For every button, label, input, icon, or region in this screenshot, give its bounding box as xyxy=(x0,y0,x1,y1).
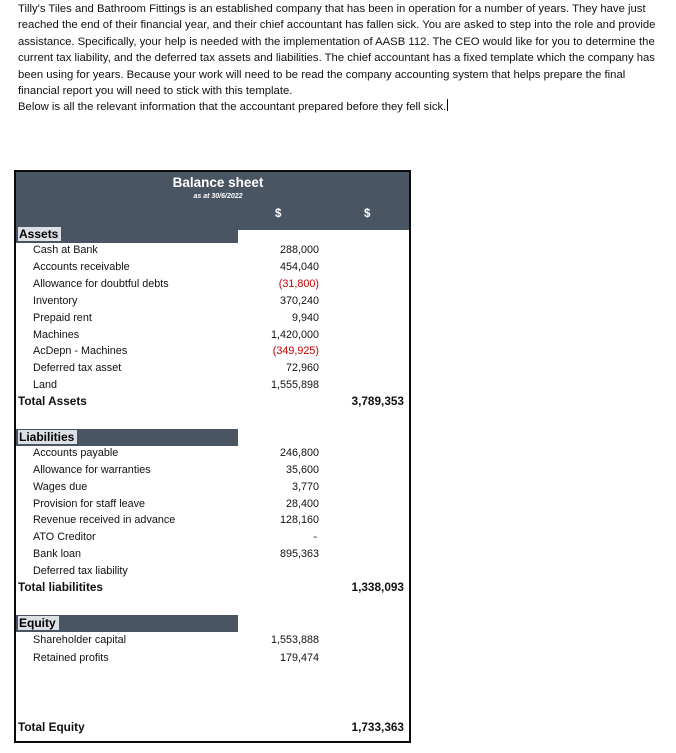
table-row xyxy=(16,463,409,479)
liabilities-section-bar xyxy=(16,429,238,446)
row-value: 1,555,898 xyxy=(270,379,319,391)
assets-section-bar xyxy=(16,226,238,243)
row-value-negative: (349,925) xyxy=(272,345,319,357)
total-liabilities-row xyxy=(16,580,409,597)
table-row xyxy=(16,530,409,546)
total-label: Total Equity xyxy=(18,720,85,734)
row-value: 28,400 xyxy=(285,498,319,510)
table-row xyxy=(16,651,409,667)
row-label: ATO Creditor xyxy=(33,531,96,543)
total-equity-row xyxy=(16,720,409,737)
row-label: Allowance for doubtful debts xyxy=(33,278,169,290)
table-row xyxy=(16,311,409,327)
row-value: 370,240 xyxy=(279,295,319,307)
sheet-header xyxy=(16,172,409,230)
table-row xyxy=(16,547,409,563)
row-label: Allowance for warranties xyxy=(33,464,151,476)
text-cursor xyxy=(447,99,448,111)
table-row xyxy=(16,480,409,496)
total-value: 1,733,363 xyxy=(351,720,404,734)
row-label: Deferred tax liability xyxy=(33,565,128,577)
row-value: 128,160 xyxy=(279,514,319,526)
row-label: Cash at Bank xyxy=(33,244,98,256)
balance-sheet-table xyxy=(14,170,411,743)
row-value: 1,553,888 xyxy=(270,634,319,646)
row-label: Machines xyxy=(33,329,80,341)
row-value: 9,940 xyxy=(291,312,319,324)
currency-column-2: $ xyxy=(364,208,371,220)
table-row xyxy=(16,260,409,276)
row-label: Inventory xyxy=(33,295,78,307)
row-label: Shareholder capital xyxy=(33,634,127,646)
row-label: Bank loan xyxy=(33,548,82,560)
row-value: - xyxy=(313,531,317,543)
row-label: Accounts receivable xyxy=(33,261,130,273)
equity-heading: Equity xyxy=(18,616,59,630)
table-row xyxy=(16,243,409,259)
intro-text[interactable] xyxy=(18,1,668,116)
total-label: Total Assets xyxy=(18,394,87,408)
total-value: 1,338,093 xyxy=(351,580,404,594)
sheet-title: Balance sheet xyxy=(172,175,264,190)
intro-paragraph: Tilly's Tiles and Bathroom Fittings is an established company that has been in operation for a number of years. They have just reached the end of their financial year, and their chief accountant has fallen sick. You are asked to step into the role and provide assistance. Specifically, your help is needed with the implementation of AASB 112. The CEO would like for you to determine the current tax liability, and the deferred tax assets and liabilities. The chief accountant has a fixed template which the company has been using for years. Because your work will need to be read the company accounting system that helps prepare the final financial report you will need to stick with this template. xyxy=(18,3,656,98)
table-row xyxy=(16,497,409,513)
total-label: Total liabilitites xyxy=(18,580,103,594)
row-label: Deferred tax asset xyxy=(33,362,122,374)
table-row xyxy=(16,633,409,649)
table-row xyxy=(16,361,409,377)
row-value-negative: (31,800) xyxy=(278,278,319,290)
total-assets-row xyxy=(16,394,409,411)
currency-column-1: $ xyxy=(275,208,282,220)
row-value: 454,040 xyxy=(279,261,319,273)
row-label: Wages due xyxy=(33,481,88,493)
equity-section-bar xyxy=(16,615,238,632)
row-value: 288,000 xyxy=(279,244,319,256)
table-row xyxy=(16,277,409,293)
row-label: AcDepn - Machines xyxy=(33,345,128,357)
row-label: Prepaid rent xyxy=(33,312,92,324)
row-label: Revenue received in advance xyxy=(33,514,176,526)
row-label: Accounts payable xyxy=(33,447,119,459)
sheet-subtitle: as at 30/6/2022 xyxy=(193,193,243,200)
table-row xyxy=(16,564,409,580)
table-row xyxy=(16,378,409,394)
table-row xyxy=(16,344,409,360)
row-value: 1,420,000 xyxy=(270,329,319,341)
row-value: 179,474 xyxy=(279,652,319,664)
table-row xyxy=(16,294,409,310)
row-label: Retained profits xyxy=(33,652,109,664)
row-value: 72,960 xyxy=(285,362,319,374)
row-value: 246,800 xyxy=(279,447,319,459)
liabilities-heading: Liabilities xyxy=(18,430,77,444)
table-row xyxy=(16,328,409,344)
row-value: 3,770 xyxy=(291,481,319,493)
table-row xyxy=(16,513,409,529)
assets-heading: Assets xyxy=(18,227,61,241)
row-label: Land xyxy=(33,379,58,391)
intro-below-line xyxy=(18,99,668,115)
row-value: 895,363 xyxy=(279,548,319,560)
total-value: 3,789,353 xyxy=(351,394,404,408)
intro-below-text: Below is all the relevant information that the accountant prepared before they fell sick. xyxy=(18,101,447,114)
table-row xyxy=(16,446,409,462)
row-label: Provision for staff leave xyxy=(33,498,146,510)
row-value: 35,600 xyxy=(285,464,319,476)
